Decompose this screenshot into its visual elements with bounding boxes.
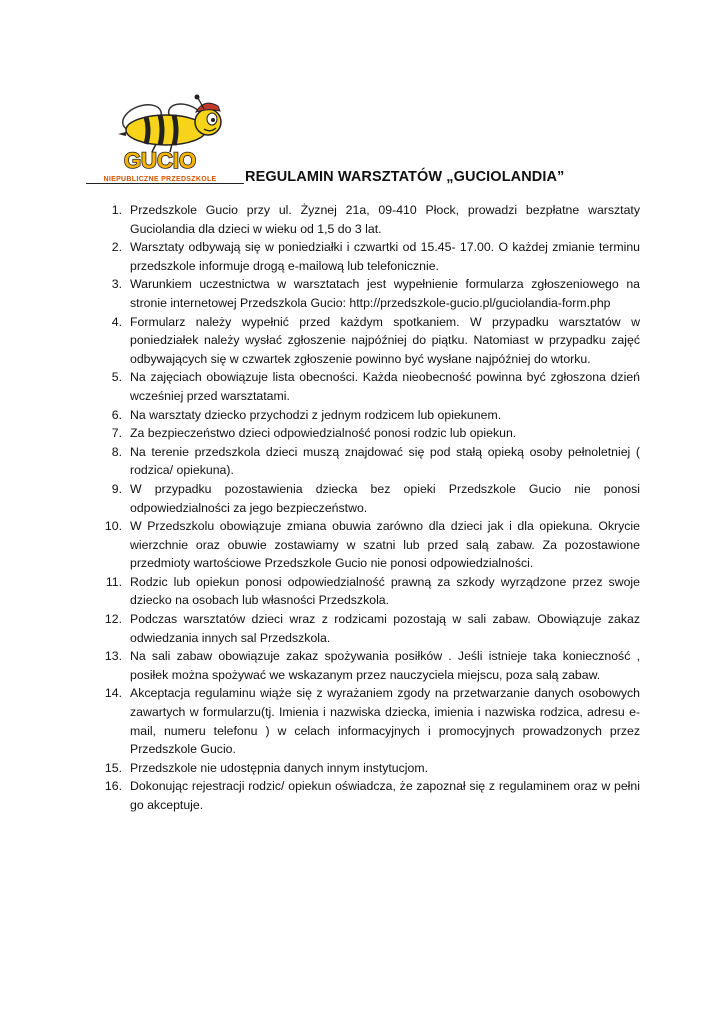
rule-item — [92, 647, 640, 684]
rule-text: Dokonując rejestracji rodzic/ opiekun oświadcza, że zapoznał się z regulaminem oraz w pełni go akceptuje. — [130, 779, 640, 812]
rule-number: 14. — [104, 686, 122, 701]
rule-text: Na warsztaty dziecko przychodzi z jednym rodzicem lub opiekunem. — [130, 407, 502, 422]
rule-text: Warunkiem uczestnictwa w warsztatach jest wypełnienie formularza zgłoszeniowego na stronie internetowej Przedszkola Gucio: http://przedszkole-gucio.pl/guciolandia-form.php — [130, 277, 640, 310]
rule-number: 9. — [111, 481, 122, 496]
logo-underline — [86, 183, 244, 184]
rule-item — [92, 443, 640, 480]
rule-item — [92, 406, 640, 425]
bee-mascot-icon — [86, 92, 244, 184]
rule-number: 6. — [111, 407, 122, 422]
rule-text: Akceptacja regulaminu wiąże się z wyrażaniem zgody na przetwarzanie danych osobowych zawartych w formularzu(tj. Imienia i nazwiska dziecka, imienia i nazwiska rodzica, adresu e-mail, numeru telefonu ) w celach informacyjnych i promocyjnych prowadzonych przez Przedszkole Gucio. — [130, 686, 640, 757]
rule-number: 5. — [111, 370, 122, 385]
rule-text: W Przedszkolu obowiązuje zmiana obuwia zarówno dla dzieci jak i dla opiekuna. Okrycie wierzchnie oraz obuwie zostawiamy w szatni lub przed salą zabaw. Za pozostawione przedmioty wartościowe Przedszkole Gucio nie ponosi odpowiedzialności. — [130, 519, 640, 571]
rule-item — [92, 517, 640, 573]
rule-number: 15. — [104, 760, 122, 775]
rule-item — [92, 777, 640, 814]
rule-item — [92, 684, 640, 758]
rule-text: Przedszkole nie udostępnia danych innym instytucjom. — [130, 760, 429, 775]
rule-number: 12. — [104, 612, 122, 627]
rule-text: Rodzic lub opiekun ponosi odpowiedzialność prawną za szkody wyrządzone przez swoje dziecko na osobach lub własności Przedszkola. — [130, 574, 640, 608]
rule-number: 2. — [111, 240, 122, 255]
rule-number: 3. — [111, 277, 122, 292]
rule-number: 13. — [104, 649, 122, 664]
rule-number: 8. — [111, 444, 122, 459]
rule-item — [92, 424, 640, 443]
rule-item — [92, 368, 640, 405]
logo-brand: GUCIO — [123, 148, 197, 173]
rule-item — [92, 573, 640, 610]
document-title: REGULAMIN WARSZTATÓW „GUCIOLANDIA” — [245, 169, 565, 185]
rule-number: 4. — [111, 314, 122, 329]
rules-list — [92, 201, 640, 815]
rule-number: 7. — [111, 426, 122, 441]
rule-item — [92, 238, 640, 275]
rule-text: Za bezpieczeństwo dzieci odpowiedzialność ponosi rodzic lub opiekun. — [130, 426, 517, 441]
rule-item — [92, 201, 640, 238]
rule-text: Podczas warsztatów dzieci wraz z rodzicami pozostają w sali zabaw. Obowiązuje zakaz odwiedzania innych sal Przedszkola. — [130, 612, 640, 645]
rule-text: Przedszkole Gucio przy ul. Żyznej 21a, 09-410 Płock, prowadzi bezpłatne warsztaty Guciolandia dla dzieci w wieku od 1,5 do 3 lat. — [130, 203, 640, 236]
rule-item — [92, 313, 640, 369]
rule-item — [92, 480, 640, 517]
rule-item — [92, 275, 640, 312]
logo-tagline: NIEPUBLICZNE PRZEDSZKOLE — [103, 176, 217, 183]
rule-text: Na terenie przedszkola dzieci muszą znajdować się pod stałą opieką osoby pełnoletniej ( rodzica/ opiekuna). — [130, 444, 640, 478]
rule-number: 10. — [104, 519, 122, 534]
rule-number: 1. — [111, 203, 122, 217]
rule-text: Formularz należy wypełnić przed każdym spotkaniem. W przypadku warsztatów w poniedziałek należy wysłać zgłoszenie najpóźniej do piątku. Natomiast w przypadku zajęć odbywających się w czwartek zgłoszenie powinno być wysłane najpóźniej do wtorku. — [130, 314, 640, 366]
rule-text: Warsztaty odbywają się w poniedziałki i czwartki od 15.45- 17.00. O każdej zmianie terminu przedszkole informuje drogą e-mailową lub telefonicznie. — [130, 240, 640, 273]
rule-number: 16. — [104, 779, 122, 794]
rule-text: Na sali zabaw obowiązuje zakaz spożywania posiłków . Jeśli istnieje taka konieczność , posiłek można spożywać we wskazanym przez nauczyciela miejscu, poza salą zabaw. — [130, 649, 640, 682]
rule-item — [92, 759, 640, 778]
logo — [86, 92, 244, 184]
rule-text: W przypadku pozostawienia dziecka bez opieki Przedszkole Gucio nie ponosi odpowiedzialności za jego bezpieczeństwo. — [130, 481, 640, 515]
rule-item — [92, 610, 640, 647]
rule-text: Na zajęciach obowiązuje lista obecności. Każda nieobecność powinna być zgłoszona dzień wcześniej przed warsztatami. — [130, 370, 640, 403]
rule-number: 11. — [105, 574, 122, 589]
